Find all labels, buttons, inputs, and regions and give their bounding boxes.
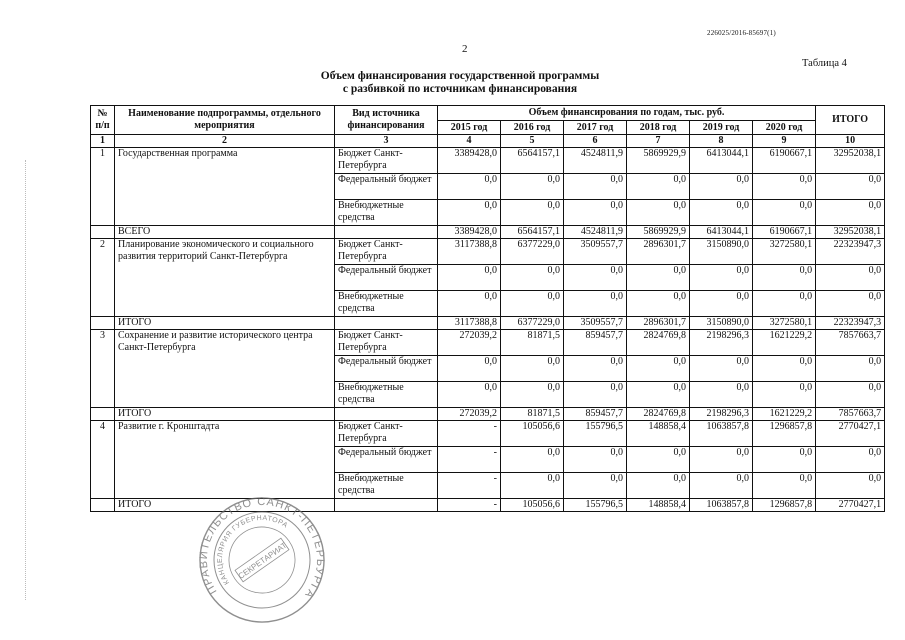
value-cell: 81871,5	[501, 330, 564, 356]
value-cell: 0,0	[627, 265, 690, 291]
value-cell: 0,0	[438, 291, 501, 317]
value-cell: 0,0	[627, 473, 690, 499]
value-cell: 3509557,7	[564, 239, 627, 265]
value-cell: 0,0	[753, 473, 816, 499]
column-number: 9	[753, 135, 816, 148]
page-number: 2	[462, 43, 468, 55]
value-cell: 0,0	[690, 356, 753, 382]
value-cell: 0,0	[753, 200, 816, 226]
title-line-1: Объем финансирования государственной программы	[320, 70, 600, 82]
total-value: 2896301,7	[627, 317, 690, 330]
funding-source: Бюджет Санкт-Петербурга	[335, 148, 438, 174]
value-cell: 3117388,8	[438, 239, 501, 265]
value-cell: 0,0	[438, 174, 501, 200]
total-value: 3117388,8	[438, 317, 501, 330]
value-cell: 6190667,1	[753, 148, 816, 174]
total-value: 32952038,1	[816, 226, 885, 239]
value-cell: 2770427,1	[816, 421, 885, 447]
total-value: -	[438, 499, 501, 512]
header-name: Наименование подпрограммы, отдельного мероприятия	[115, 106, 335, 135]
value-cell: 0,0	[690, 265, 753, 291]
total-value: 3389428,0	[438, 226, 501, 239]
value-cell: 0,0	[564, 265, 627, 291]
column-number: 1	[91, 135, 115, 148]
column-number: 3	[335, 135, 438, 148]
total-value: 6413044,1	[690, 226, 753, 239]
value-cell: 5869929,9	[627, 148, 690, 174]
funding-source: Федеральный бюджет	[335, 265, 438, 291]
total-label: ВСЕГО	[115, 226, 335, 239]
value-cell: 0,0	[627, 174, 690, 200]
table-row	[91, 330, 885, 356]
header-num: № п/п	[91, 106, 115, 135]
row-name: Государственная программа	[115, 148, 335, 226]
page-edge-dots	[25, 160, 28, 600]
value-cell: 6564157,1	[501, 148, 564, 174]
total-value: 7857663,7	[816, 408, 885, 421]
funding-source: Внебюджетные средства	[335, 382, 438, 408]
value-cell: 0,0	[816, 174, 885, 200]
total-row	[91, 226, 885, 239]
total-num-empty	[91, 499, 115, 512]
total-value: 5869929,9	[627, 226, 690, 239]
total-value: 22323947,3	[816, 317, 885, 330]
table-row	[91, 148, 885, 174]
document-number: 226025/2016-85697(1)	[707, 29, 776, 37]
value-cell: 22323947,3	[816, 239, 885, 265]
value-cell: 859457,7	[564, 330, 627, 356]
total-value: 6190667,1	[753, 226, 816, 239]
total-value: 3272580,1	[753, 317, 816, 330]
total-value: 1063857,8	[690, 499, 753, 512]
value-cell: 0,0	[501, 265, 564, 291]
value-cell: 0,0	[690, 473, 753, 499]
total-value: 4524811,9	[564, 226, 627, 239]
value-cell: 3272580,1	[753, 239, 816, 265]
table-row	[91, 239, 885, 265]
value-cell: 1621229,2	[753, 330, 816, 356]
header-source: Вид источника финансирования	[335, 106, 438, 135]
value-cell: 0,0	[501, 473, 564, 499]
total-label: ИТОГО	[115, 408, 335, 421]
svg-text:ПРАВИТЕЛЬСТВО САНКТ-ПЕТЕРБУРГА: ПРАВИТЕЛЬСТВО САНКТ-ПЕТЕРБУРГА	[198, 496, 326, 601]
value-cell: 0,0	[753, 174, 816, 200]
row-name: Развитие г. Кронштадта	[115, 421, 335, 499]
header-total: ИТОГО	[816, 106, 885, 135]
value-cell: 0,0	[438, 382, 501, 408]
value-cell: 0,0	[501, 356, 564, 382]
value-cell: 0,0	[816, 356, 885, 382]
total-row	[91, 317, 885, 330]
total-value: 272039,2	[438, 408, 501, 421]
value-cell: 0,0	[753, 447, 816, 473]
funding-source: Внебюджетные средства	[335, 473, 438, 499]
value-cell: 3389428,0	[438, 148, 501, 174]
column-number: 2	[115, 135, 335, 148]
value-cell: 2896301,7	[627, 239, 690, 265]
header-year: 2020 год	[753, 121, 816, 135]
value-cell: 32952038,1	[816, 148, 885, 174]
column-number: 6	[564, 135, 627, 148]
funding-source: Бюджет Санкт-Петербурга	[335, 330, 438, 356]
value-cell: 0,0	[753, 356, 816, 382]
funding-source: Федеральный бюджет	[335, 447, 438, 473]
value-cell: 6413044,1	[690, 148, 753, 174]
value-cell: 0,0	[501, 200, 564, 226]
total-value: 155796,5	[564, 499, 627, 512]
value-cell: 0,0	[690, 174, 753, 200]
value-cell: 0,0	[753, 291, 816, 317]
header-year: 2018 год	[627, 121, 690, 135]
value-cell: 0,0	[627, 200, 690, 226]
funding-source: Федеральный бюджет	[335, 174, 438, 200]
total-value: 3509557,7	[564, 317, 627, 330]
total-num-empty	[91, 408, 115, 421]
row-name: Сохранение и развитие исторического центра Санкт-Петербурга	[115, 330, 335, 408]
value-cell: 0,0	[564, 447, 627, 473]
value-cell: 0,0	[564, 174, 627, 200]
value-cell: 2824769,8	[627, 330, 690, 356]
value-cell: 0,0	[627, 356, 690, 382]
funding-source: Внебюджетные средства	[335, 291, 438, 317]
total-source-empty	[335, 317, 438, 330]
column-number: 4	[438, 135, 501, 148]
column-number: 7	[627, 135, 690, 148]
value-cell: 0,0	[564, 473, 627, 499]
svg-text:СЕКРЕТАРИАТ: СЕКРЕТАРИАТ	[236, 540, 289, 581]
value-cell: 1063857,8	[690, 421, 753, 447]
value-cell: 0,0	[816, 265, 885, 291]
total-row	[91, 408, 885, 421]
total-num-empty	[91, 317, 115, 330]
row-number: 4	[91, 421, 115, 499]
total-source-empty	[335, 499, 438, 512]
funding-source: Внебюджетные средства	[335, 200, 438, 226]
value-cell: 0,0	[816, 291, 885, 317]
value-cell: -	[438, 447, 501, 473]
funding-source: Бюджет Санкт-Петербурга	[335, 421, 438, 447]
title-line-2: с разбивкой по источникам финансирования	[342, 83, 578, 95]
total-value: 81871,5	[501, 408, 564, 421]
value-cell: 0,0	[816, 382, 885, 408]
table-label: Таблица 4	[802, 58, 847, 69]
value-cell: 3150890,0	[690, 239, 753, 265]
header-year: 2019 год	[690, 121, 753, 135]
value-cell: 0,0	[438, 265, 501, 291]
total-label: ИТОГО	[115, 317, 335, 330]
value-cell: 0,0	[501, 174, 564, 200]
header-year: 2015 год	[438, 121, 501, 135]
total-source-empty	[335, 226, 438, 239]
row-number: 1	[91, 148, 115, 226]
value-cell: 0,0	[564, 356, 627, 382]
total-value: 1296857,8	[753, 499, 816, 512]
value-cell: 0,0	[564, 291, 627, 317]
value-cell: 0,0	[690, 291, 753, 317]
table-row	[91, 421, 885, 447]
row-name: Планирование экономического и социального развития территорий Санкт-Петербурга	[115, 239, 335, 317]
value-cell: 0,0	[501, 382, 564, 408]
total-value: 3150890,0	[690, 317, 753, 330]
value-cell: 272039,2	[438, 330, 501, 356]
funding-source: Федеральный бюджет	[335, 356, 438, 382]
value-cell: 4524811,9	[564, 148, 627, 174]
total-value: 2824769,8	[627, 408, 690, 421]
row-number: 3	[91, 330, 115, 408]
total-value: 2770427,1	[816, 499, 885, 512]
value-cell: 148858,4	[627, 421, 690, 447]
value-cell: 0,0	[564, 200, 627, 226]
value-cell: 0,0	[816, 447, 885, 473]
total-source-empty	[335, 408, 438, 421]
total-value: 105056,6	[501, 499, 564, 512]
document-title	[250, 70, 670, 96]
value-cell: 155796,5	[564, 421, 627, 447]
total-value: 6564157,1	[501, 226, 564, 239]
total-num-empty	[91, 226, 115, 239]
value-cell: 6377229,0	[501, 239, 564, 265]
financing-table	[90, 105, 885, 512]
value-cell: 0,0	[627, 291, 690, 317]
column-number: 10	[816, 135, 885, 148]
value-cell: 0,0	[816, 473, 885, 499]
total-value: 1621229,2	[753, 408, 816, 421]
header-year: 2016 год	[501, 121, 564, 135]
header-year: 2017 год	[564, 121, 627, 135]
value-cell: -	[438, 421, 501, 447]
value-cell: 0,0	[564, 382, 627, 408]
value-cell: 0,0	[690, 200, 753, 226]
value-cell: 0,0	[753, 382, 816, 408]
value-cell: 0,0	[501, 291, 564, 317]
value-cell: 0,0	[816, 200, 885, 226]
total-label: ИТОГО	[115, 499, 335, 512]
value-cell: 0,0	[690, 382, 753, 408]
value-cell: 0,0	[438, 200, 501, 226]
value-cell: 0,0	[501, 447, 564, 473]
column-number: 5	[501, 135, 564, 148]
column-number-row	[91, 135, 885, 148]
total-value: 148858,4	[627, 499, 690, 512]
value-cell: 2198296,3	[690, 330, 753, 356]
value-cell: 0,0	[690, 447, 753, 473]
official-seal-stamp	[198, 496, 326, 624]
header-volume: Объем финансирования по годам, тыс. руб.	[438, 106, 816, 121]
value-cell: 0,0	[627, 447, 690, 473]
row-number: 2	[91, 239, 115, 317]
svg-text:КАНЦЕЛЯРИЯ ГУБЕРНАТОРА: КАНЦЕЛЯРИЯ ГУБЕРНАТОРА	[216, 514, 289, 586]
value-cell: 1296857,8	[753, 421, 816, 447]
funding-source: Бюджет Санкт-Петербурга	[335, 239, 438, 265]
value-cell: -	[438, 473, 501, 499]
column-number: 8	[690, 135, 753, 148]
value-cell: 105056,6	[501, 421, 564, 447]
total-value: 859457,7	[564, 408, 627, 421]
value-cell: 0,0	[438, 356, 501, 382]
value-cell: 7857663,7	[816, 330, 885, 356]
total-value: 6377229,0	[501, 317, 564, 330]
value-cell: 0,0	[753, 265, 816, 291]
total-value: 2198296,3	[690, 408, 753, 421]
value-cell: 0,0	[627, 382, 690, 408]
